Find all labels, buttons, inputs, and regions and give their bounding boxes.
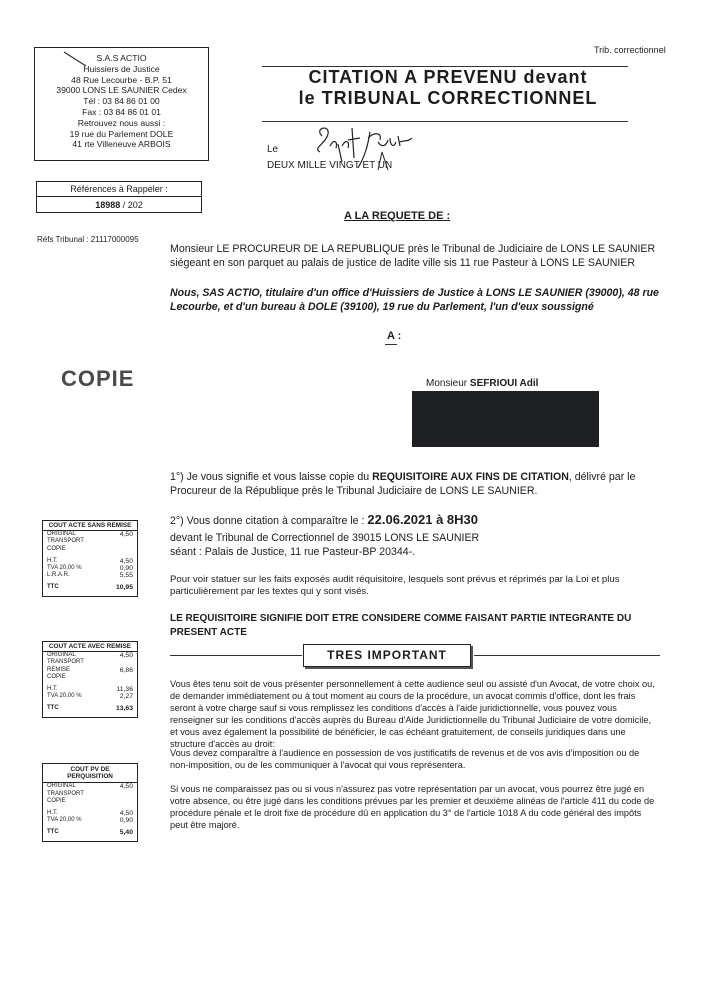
requete-heading: A LA REQUETE DE : (344, 210, 451, 222)
cost-value: 4,50 (119, 810, 133, 818)
firm-line: Tél : 03 84 86 01 00 (83, 96, 160, 107)
cost-row (43, 791, 137, 798)
references-number: 18988 (95, 200, 121, 210)
firm-line: S.A.S ACTIO (96, 53, 147, 63)
firm-line: Huissiers de Justice (83, 63, 160, 74)
recipient-name: SEFRIOUI Adil (469, 378, 539, 389)
cost-value: 4,50 (119, 531, 133, 539)
cost-box-avec-remise (42, 641, 138, 718)
firm-line: 48 Rue Lecourbe - B.P. 51 (71, 74, 172, 85)
cost-label: TTC (47, 705, 59, 712)
bailiff-statement: Nous, SAS ACTIO, titulaire d'un office d'Huissiers de Justice à LONS LE SAUNIER (39000), 48 rue Lecourbe, et d'un bureau à DOLE (39100), 19 rue du Parlement, l'un d'eux soussigné (170, 287, 659, 313)
document-title (268, 67, 628, 109)
cost-label: TRANSPORT (47, 538, 84, 545)
firm-line: 41 rte Villeneuve ARBOIS (72, 139, 171, 150)
cost-value: 4,50 (119, 557, 133, 565)
redacted-address-block (412, 391, 599, 447)
cost-box-perquisition (42, 763, 138, 842)
cost-label: H.T. (47, 686, 58, 693)
cost-value: 0,90 (119, 817, 133, 825)
cost-label: ORIGINAL (47, 783, 76, 790)
cost-value: 2,27 (119, 693, 133, 701)
cost-box-title: COUT ACTE AVEC REMISE (43, 642, 137, 652)
requester-paragraph: Monsieur LE PROCUREUR DE LA REPUBLIQUE près le Tribunal de Judiciaire de LONS LE SAUNIER siégeant en son parquet au palais de justice de ladite ville sis 11 rue Pasteur à LONS LE SAUNIER (170, 243, 656, 269)
cost-box-title: COUT ACTE SANS REMISE (43, 521, 137, 531)
cost-label: H.T. (47, 810, 58, 817)
cost-value: 4,50 (119, 783, 133, 791)
notice-paragraph-1: Vous êtes tenu soit de vous présenter personnellement à cette audience seul ou assisté d'un Avocat, de votre choix ou, de demander immédiatement ou à tout moment au cours de la procédure, un avocat commis d'office, dont les frais seront à votre charge sauf si vous remplissez les conditions d'accès à l'aide juridictionnelle, vous pouvez vous renseigner sur les conditions d'accès auprès du Bureau d'Aide Juridictionnelle du Tribunal Judiciaire de votre domicile, et vous avez également la possibilité de bénéficier, le cas échéant gratuitement, de conseils juridiques dans une structure d'accès au droit: (170, 679, 655, 749)
cost-row (43, 659, 137, 666)
important-rule-right (474, 655, 660, 656)
cost-value: 6,86 (119, 666, 133, 674)
firm-line: Retrouvez nous aussi : (77, 117, 166, 128)
cost-label: H.T. (47, 557, 58, 564)
cost-value: 0,90 (119, 565, 133, 573)
cost-label: ORIGINAL (47, 531, 76, 538)
cost-row (43, 810, 137, 817)
cost-ttc-row (43, 705, 137, 716)
notice-paragraph-2: Vous devez comparaître à l'audience en possession de vos justificatifs de revenus et de vos avis d'imposition ou de non-imposition, ou de les communiquer à l'avocat qui vous représentera. (170, 748, 640, 770)
date-le-label: Le (267, 144, 279, 155)
cost-value: 11,36 (116, 686, 133, 694)
cost-box-sans-remise (42, 520, 138, 597)
cost-label: TTC (47, 584, 59, 591)
cost-row (43, 686, 137, 693)
handwritten-stroke-icon (60, 48, 100, 72)
handwritten-date-signature (308, 118, 448, 174)
cost-box-title: COUT PV DE PERQUISITION (43, 764, 137, 783)
important-rule-left (170, 655, 302, 656)
notice-paragraph-3: Si vous ne comparaissez pas ou si vous n'assurez pas votre représentation par un avocat, vous pourrez être jugé en votre absence, ou être jugé dans les conditions prévues par les premier et deuxième alinéas de l'article 411 du code de procédure pénale et le droit fixe de procédure dû en application du 3° de l'article 1018 A du code général des impôts peut être majoré. (170, 784, 655, 830)
point-1 (170, 471, 660, 499)
firm-line: 39000 LONS LE SAUNIER Cedex (56, 85, 187, 96)
cost-row (43, 538, 137, 545)
cost-label: REMISE (47, 666, 71, 673)
trib-reference: Trib. correctionnel (594, 45, 666, 55)
point-1-pre: 1°) Je vous signifie et vous laisse copie du (170, 471, 373, 483)
cost-row (43, 783, 137, 790)
firm-line: Fax : 03 84 86 01 01 (82, 106, 161, 117)
cost-value: 5,55 (119, 572, 133, 580)
date-year-words: DEUX MILLE VINGT ET UN (267, 160, 393, 171)
cost-label: COPIE (47, 673, 66, 680)
point-2-pre: 2°) Vous donne citation à comparaître le : (170, 515, 368, 527)
cost-label: TVA 20,00 % (47, 817, 82, 824)
cost-row (43, 572, 137, 579)
cost-row (43, 817, 137, 824)
cost-ttc-row (43, 829, 137, 840)
cost-label: L.R.A.R. (47, 572, 70, 579)
cost-label: COPIE (47, 797, 66, 804)
integral-notice: LE REQUISITOIRE SIGNIFIE DOIT ETRE CONSIDERE COMME FAISANT PARTIE INTEGRANTE DU PRESENT ACTE (170, 613, 632, 638)
a-underline (385, 344, 397, 345)
cost-row (43, 546, 137, 553)
references-suffix: / 202 (122, 200, 143, 210)
point-2-location: devant le Tribunal de Correctionnel de 39015 LONS LE SAUNIER séant : Palais de Justice, 11 rue Pasteur-BP 20344-. (170, 532, 480, 558)
point-1-bold: REQUISITOIRE AUX FINS DE CITATION (372, 471, 569, 483)
cost-label: COPIE (47, 545, 66, 552)
references-box (36, 181, 202, 213)
important-banner: TRES IMPORTANT (303, 644, 471, 667)
references-label: Références à Rappeler : (37, 182, 201, 197)
references-value-row (37, 197, 201, 213)
point-1-post: , délivré par le Procureur de la République près le Tribunal Judiciaire de LONS LE SAUNIER. (170, 471, 636, 497)
cost-label: TVA 20,00 % (47, 693, 82, 700)
cost-row (43, 674, 137, 681)
recipient-prefix: Monsieur (426, 378, 468, 389)
hearing-datetime: 22.06.2021 à 8H30 (367, 512, 479, 527)
cost-row (43, 798, 137, 805)
refs-tribunal: Réfs Tribunal : 21117000095 (37, 235, 139, 244)
cost-value: 10,95 (115, 584, 133, 592)
cost-row (43, 565, 137, 572)
cost-row (43, 667, 137, 674)
title-line-2: le TRIBUNAL CORRECTIONNEL (298, 88, 598, 108)
cost-value: 5,40 (119, 829, 133, 837)
cost-label: TRANSPORT (47, 790, 84, 797)
recipient-line (426, 378, 538, 389)
statuer-paragraph: Pour voir statuer sur les faits exposés audit réquisitoire, lesquels sont prévus et réprimés par la Loi et plus particulièrement par les textes qui y sont visés. (170, 574, 620, 597)
copie-stamp: COPIE (61, 366, 135, 391)
cost-row (43, 531, 137, 538)
cost-value: 4,50 (119, 652, 133, 660)
cost-label: TTC (47, 829, 59, 836)
cost-label: TVA 20,00 % (47, 565, 82, 572)
cost-row (43, 558, 137, 565)
cost-value: 13,63 (115, 705, 133, 713)
cost-ttc-row (43, 584, 137, 595)
cost-label: TRANSPORT (47, 659, 84, 666)
title-line-1: CITATION A PREVENU devant (308, 67, 588, 87)
cost-label: ORIGINAL (47, 652, 76, 659)
a-heading: A : (387, 330, 402, 342)
point-2 (170, 513, 660, 529)
cost-row (43, 693, 137, 700)
cost-row (43, 652, 137, 659)
firm-line: 19 rue du Parlement DOLE (69, 128, 174, 139)
